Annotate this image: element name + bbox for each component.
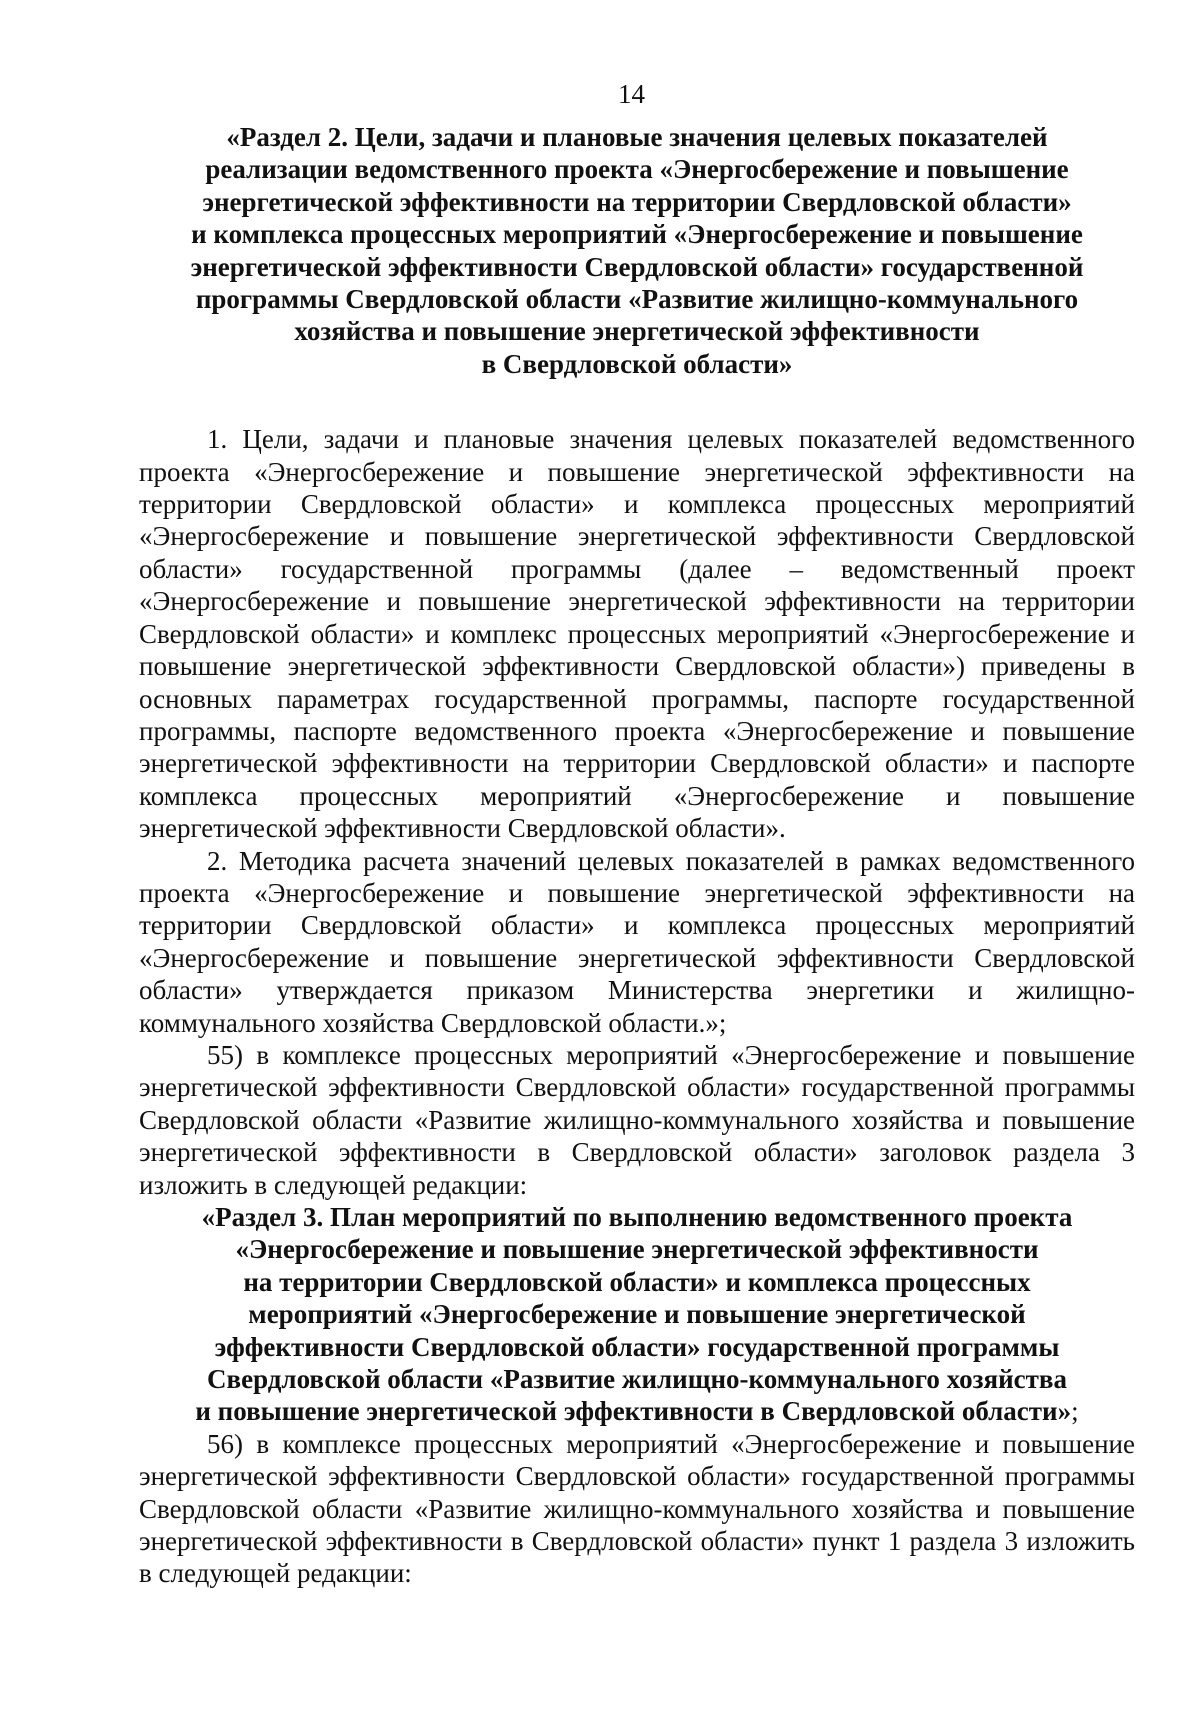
heading-line: «Энергосбережение и повышение энергетической эффективности [235,1234,1039,1265]
paragraph-1: 1. Цели, задачи и плановые значения целевых показателей ведомственного проекта «Энергосбережение и повышение энергетической эффективности на территории Свердловской области» и комплекса процессных мероприятий «Энергосбережение и повышение энергетической эффективности Свердловской области» государственной программы (далее – ведомственный проект «Энергосбережение и повышение энергетической эффективности на территории Свердловской области» и комплекс процессных мероприятий «Энергосбережение и повышение энергетической эффективности Свердловской области») приведены в основных параметрах государственной программы, паспорте государственной программы, паспорте ведомственного проекта «Энергосбережение и повышение энергетической эффективности на территории Свердловской области» и паспорте комплекса процессных мероприятий «Энергосбережение и повышение энергетической эффективности Свердловской области». [139,424,1135,844]
heading-line: хозяйства и повышение энергетической эффективности [294,316,980,347]
document-body [139,121,1135,1590]
paragraph-2: 2. Методика расчета значений целевых показателей в рамках ведомственного проекта «Энергосбережение и повышение энергетической эффективности на территории Свердловской области» и комплекса процессных мероприятий «Энергосбережение и повышение энергетической эффективности Свердловской области» утверждается приказом Министерства энергетики и жилищно-коммунального хозяйства Свердловской области.»; [139,845,1135,1038]
heading-line: Свердловской области «Развитие жилищно-коммунального хозяйства [207,1364,1067,1395]
heading-line: в Свердловской области» [481,348,793,379]
heading-line: энергетической эффективности на территории Свердловской области» [202,186,1072,217]
heading-line: и комплекса процессных мероприятий «Энергосбережение и повышение [191,219,1083,250]
heading-line: «Раздел 2. Цели, задачи и плановые значения целевых показателей [226,122,1048,152]
heading-line-text: и повышение энергетической эффективности в Свердловской области» [195,1396,1072,1427]
heading-line: программы Свердловской области «Развитие жилищно-коммунального [195,284,1079,315]
section-2-heading [139,121,1135,380]
heading-tail-punctuation: ; [1071,1396,1079,1427]
paragraph-55: 55) в комплексе процессных мероприятий «Энергосбережение и повышение энергетической эффективности Свердловской области» государственной программы Свердловской области «Развитие жилищно-коммунального хозяйства и повышение энергетической эффективности в Свердловской области» заголовок раздела 3 изложить в следующей редакции: [139,1039,1135,1200]
section-3-heading [139,1201,1135,1428]
heading-line: эффективности Свердловской области» государственной программы [214,1331,1060,1362]
paragraph-56: 56) в комплексе процессных мероприятий «Энергосбережение и повышение энергетической эффективности Свердловской области» государственной программы Свердловской области «Развитие жилищно-коммунального хозяйства и повышение энергетической эффективности в Свердловской области» пункт 1 раздела 3 изложить в следующей редакции: [139,1428,1135,1589]
heading-line: на территории Свердловской области» и комплекса процессных [243,1266,1031,1297]
heading-line: мероприятий «Энергосбережение и повышение энергетической [248,1299,1026,1330]
heading-line: реализации ведомственного проекта «Энергосбережение и повышение [205,154,1069,185]
heading-line: энергетической эффективности Свердловской области» государственной [190,251,1084,282]
page-number: 14 [618,79,645,109]
heading-line [139,1395,1135,1427]
heading-line: «Раздел 3. План мероприятий по выполнению ведомственного проекта [201,1202,1073,1232]
